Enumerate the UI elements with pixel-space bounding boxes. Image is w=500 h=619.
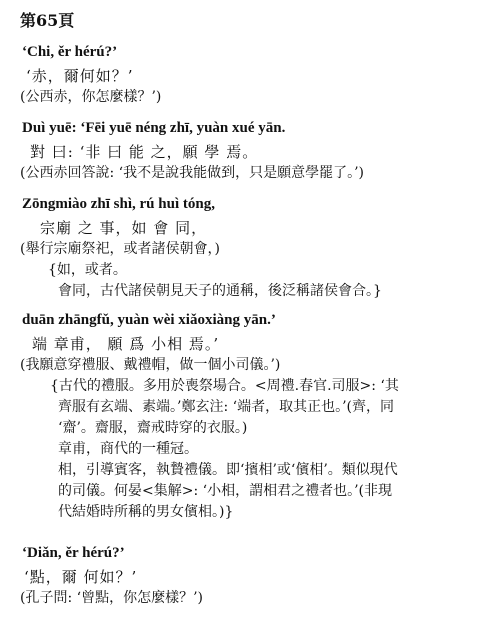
translation-line: (孔子問: ‘曾點，你怎麼樣？’): [20, 590, 203, 606]
chinese-line: ‘點，爾 何如？’: [24, 568, 138, 586]
pinyin-line: Duì yuē: ‘Fēi yuē néng zhī, yuàn xué yān.: [22, 120, 286, 136]
translation-line: (公西赤，你怎麼樣？’): [20, 89, 162, 105]
chinese-line: 宗廟 之 事，如 會 同，: [40, 219, 208, 237]
translation-line: (公西赤回答說: ‘我不是說我能做到，只是願意學罷了。’): [20, 165, 364, 181]
note-line: 齊服有玄端、素端。’鄭玄注: ‘端者，取其正也。’(齊，同: [58, 399, 394, 415]
pinyin-line: ‘Diǎn, ěr hérú?’: [22, 545, 125, 561]
pinyin-line: ‘Chi, ěr hérú?’: [22, 44, 118, 60]
note-line: {如，或者。: [48, 262, 127, 278]
note-line: 章甫，商代的一種冠。: [58, 441, 198, 457]
note-line: ‘齋’。齋服，齋戒時穿的衣服。): [58, 420, 248, 436]
note-line: 會同，古代諸侯朝見天子的通稱，後泛稱諸侯會合。}: [58, 283, 382, 299]
page-header: 第65頁: [20, 11, 75, 30]
note-line: 的司儀。何晏<集解>: ‘小相，謂相君之禮者也。’(非現: [58, 483, 392, 499]
translation-line: (舉行宗廟祭祀，或者諸侯朝會，): [20, 241, 220, 257]
pinyin-line: Zōngmiào zhī shì, rú huì tóng,: [22, 196, 215, 212]
pinyin-line: duān zhāngfǔ, yuàn wèi xiǎoxiàng yān.’: [22, 312, 276, 328]
translation-line: (我願意穿禮服、戴禮帽，做一個小司儀。’): [20, 357, 281, 373]
note-line: {古代的禮服。多用於喪祭場合。<周禮.春官.司服>: ‘其: [50, 378, 399, 394]
note-line: 相，引導賓客，執贄禮儀。即‘擯相’或‘儐相’。類似現代: [58, 462, 398, 478]
chinese-line: 端 章甫， 願 爲 小相 焉。’: [32, 335, 220, 353]
note-line: 代結婚時所稱的男女儐相。)}: [58, 504, 234, 520]
chinese-line: ‘赤，爾何如？’: [26, 67, 134, 85]
chinese-line: 對 曰: ‘非 曰 能 之，願 學 焉。: [30, 143, 259, 161]
